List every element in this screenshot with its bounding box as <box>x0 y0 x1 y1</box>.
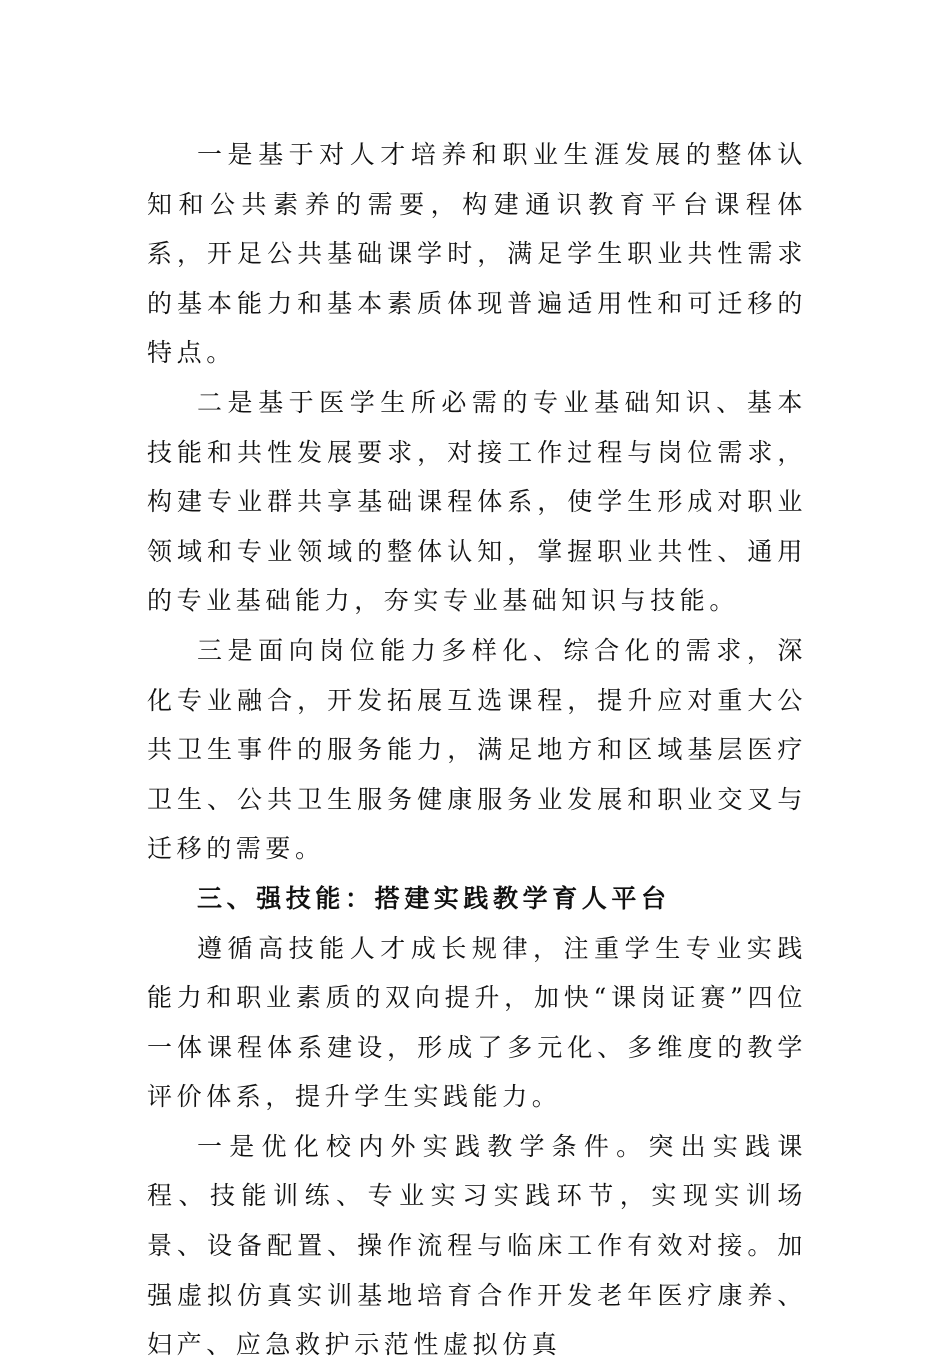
document-body <box>147 130 807 1370</box>
paragraph-general-education: 一是基于对人才培养和职业生涯发展的整体认知和公共素养的需要，构建通识教育平台课程体系，开足公共基础课学时，满足学生职业共性需求的基本能力和基本素质体现普遍适用性和可迁移的特点。 <box>147 140 807 368</box>
section-heading: 三、强技能：搭建实践教学育人平台 <box>197 883 671 913</box>
paragraph-practice-intro: 遵循高技能人才成长规律，注重学生专业实践能力和职业素质的双向提升，加快“课岗证赛”四位一体课程体系建设，形成了多元化、多维度的教学评价体系，提升学生实践能力。 <box>147 933 807 1112</box>
paragraph-practice-conditions: 一是优化校内外实践教学条件。突出实践课程、技能训练、专业实习实践环节，实现实训场景、设备配置、操作流程与临床工作有效对接。加强虚拟仿真实训基地培育合作开发老年医疗康养、妇产、应急救护示范性虚拟仿真 <box>147 1131 807 1360</box>
paragraph-elective-courses: 三是面向岗位能力多样化、综合化的需求，深化专业融合，开发拓展互选课程，提升应对重大公共卫生事件的服务能力，满足地方和区域基层医疗卫生、公共卫生服务健康服务业发展和职业交叉与迁移的需要。 <box>147 635 807 864</box>
paragraph-shared-foundation: 二是基于医学生所必需的专业基础知识、基本技能和共性发展要求，对接工作过程与岗位需求，构建专业群共享基础课程体系，使学生形成对职业领域和专业领域的整体认知，掌握职业共性、通用的专业基础能力，夯实专业基础知识与技能。 <box>147 387 807 616</box>
